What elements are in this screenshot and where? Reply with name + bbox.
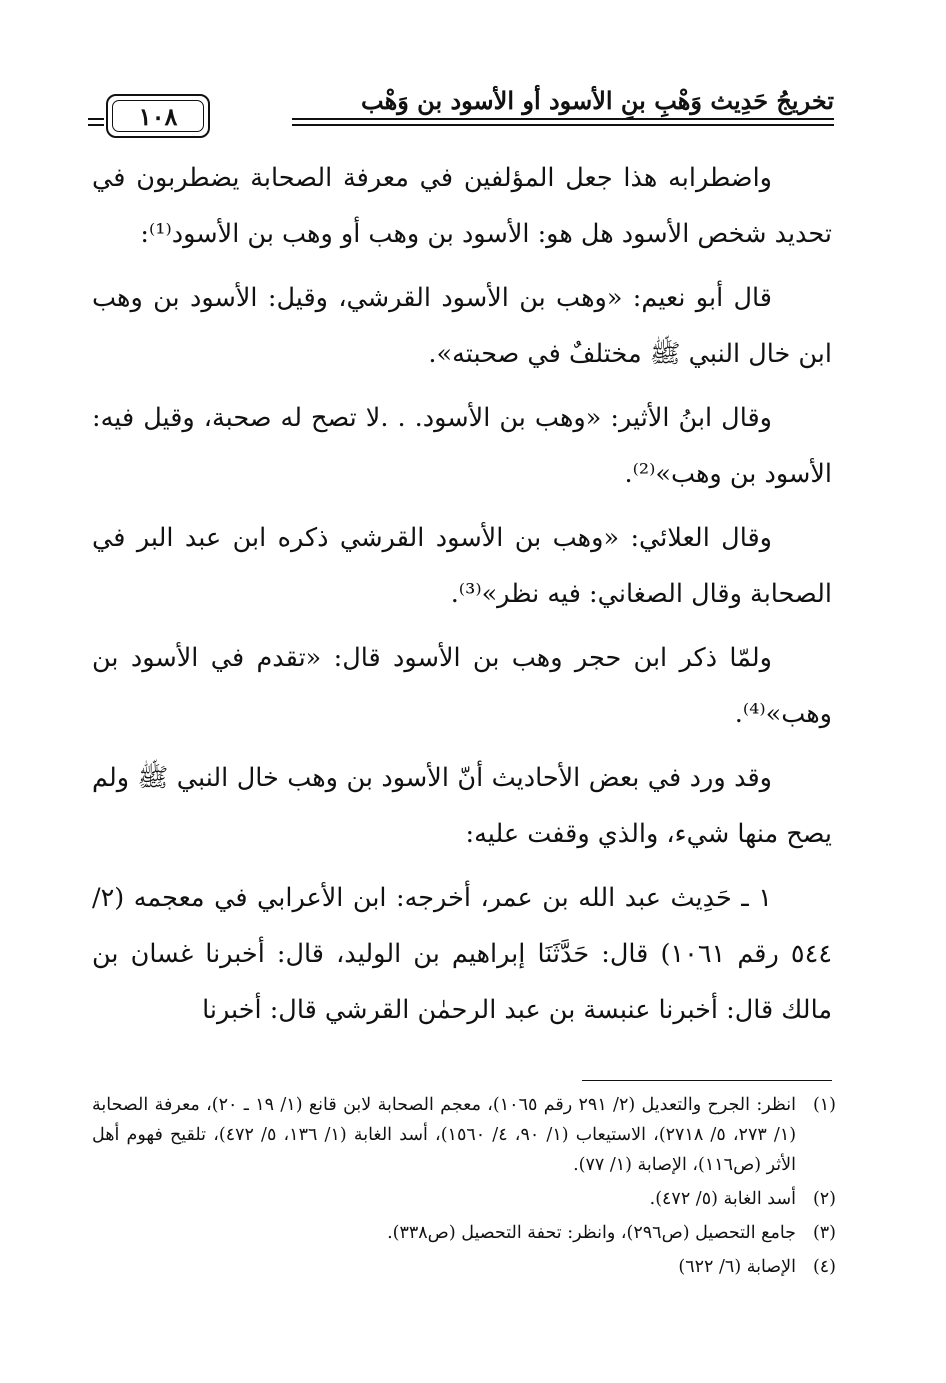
paragraph: ١ ـ حَدِيث عبد الله بن عمر، أخرجه: ابن الأعرابي في معجمه (٢/ ٥٤٤ رقم ١٠٦١) قال: حَدَّثَنَا إبراهيم بن الوليد، قال: أخبرنا غسان بن مالك قال: أخبرنا عنبسة بن عبد الرحمٰن القرشي قال: أخبرنا — [92, 883, 833, 1025]
footnote-text: جامع التحصيل (ص٢٩٦)، وانظر: تحفة التحصيل (ص٣٣٨). — [387, 1223, 796, 1243]
header-rule — [88, 118, 104, 120]
page-header — [88, 84, 834, 144]
header-rule — [292, 124, 834, 126]
footnote — [92, 1252, 836, 1282]
paragraph: وقال العلائي: «وهب بن الأسود القرشي ذكره ابن عبد البر في الصحابة وقال الصغاني: فيه نظر»⁽³⁾. — [92, 523, 832, 609]
footnote-text: الإصابة (٦/ ٦٢٢) — [678, 1257, 796, 1277]
paragraph: قال أبو نعيم: «وهب بن الأسود القرشي، وقيل: الأسود بن وهب ابن خال النبي ﷺ مختلفٌ في صحبته». — [92, 283, 832, 369]
running-title: تخريجُ حَدِيث وَهْبِ بنِ الأسود أو الأسود بن وَهْب — [361, 86, 834, 115]
paragraph: ولمّا ذكر ابن حجر وهب بن الأسود قال: «تقدم في الأسود بن وهب»⁽⁴⁾. — [92, 643, 832, 729]
page-number: ١٠٨ — [112, 100, 204, 132]
header-rule — [88, 124, 104, 126]
footnotes — [92, 1090, 836, 1286]
footnote-number: (٣) — [812, 1223, 836, 1243]
page-number-frame — [106, 94, 210, 138]
footnote — [92, 1090, 836, 1180]
paragraph: وقال ابنُ الأثير: «وهب بن الأسود. . .لا تصح له صحبة، وقيل فيه: الأسود بن وهب»⁽²⁾. — [92, 403, 832, 489]
paragraph: واضطرابه هذا جعل المؤلفين في معرفة الصحابة يضطربون في تحديد شخص الأسود هل هو: الأسود بن وهب أو وهب بن الأسود⁽¹⁾: — [92, 163, 832, 249]
footnote-text: أسد الغابة (٥/ ٤٧٢). — [649, 1189, 796, 1209]
header-rule — [292, 118, 834, 120]
footnote-text: انظر: الجرح والتعديل (٢/ ٢٩١ رقم ١٠٦٥)، معجم الصحابة لابن قانع (١/ ١٩ ـ ٢٠)، معرفة الصحابة (١/ ٢٧٣، ٥/ ٢٧١٨)، الاستيعاب (١/ ٩٠، ٤/ ١٥٦٠)، أسد الغابة (١/ ١٣٦، ٥/ ٤٧٢)، تلقيح فهوم أهل الأثر (ص١١٦)، الإصابة (١/ ٧٧). — [92, 1095, 797, 1175]
footnote-separator — [582, 1080, 832, 1081]
main-text — [92, 150, 832, 1046]
footnote — [92, 1184, 836, 1214]
footnote-number: (٤) — [812, 1257, 836, 1277]
footnote-number: (١) — [812, 1095, 836, 1115]
footnote — [92, 1218, 836, 1248]
paragraph: وقد ورد في بعض الأحاديث أنّ الأسود بن وهب خال النبي ﷺ ولم يصح منها شيء، والذي وقفت عليه: — [92, 763, 832, 849]
footnote-number: (٢) — [812, 1189, 836, 1209]
